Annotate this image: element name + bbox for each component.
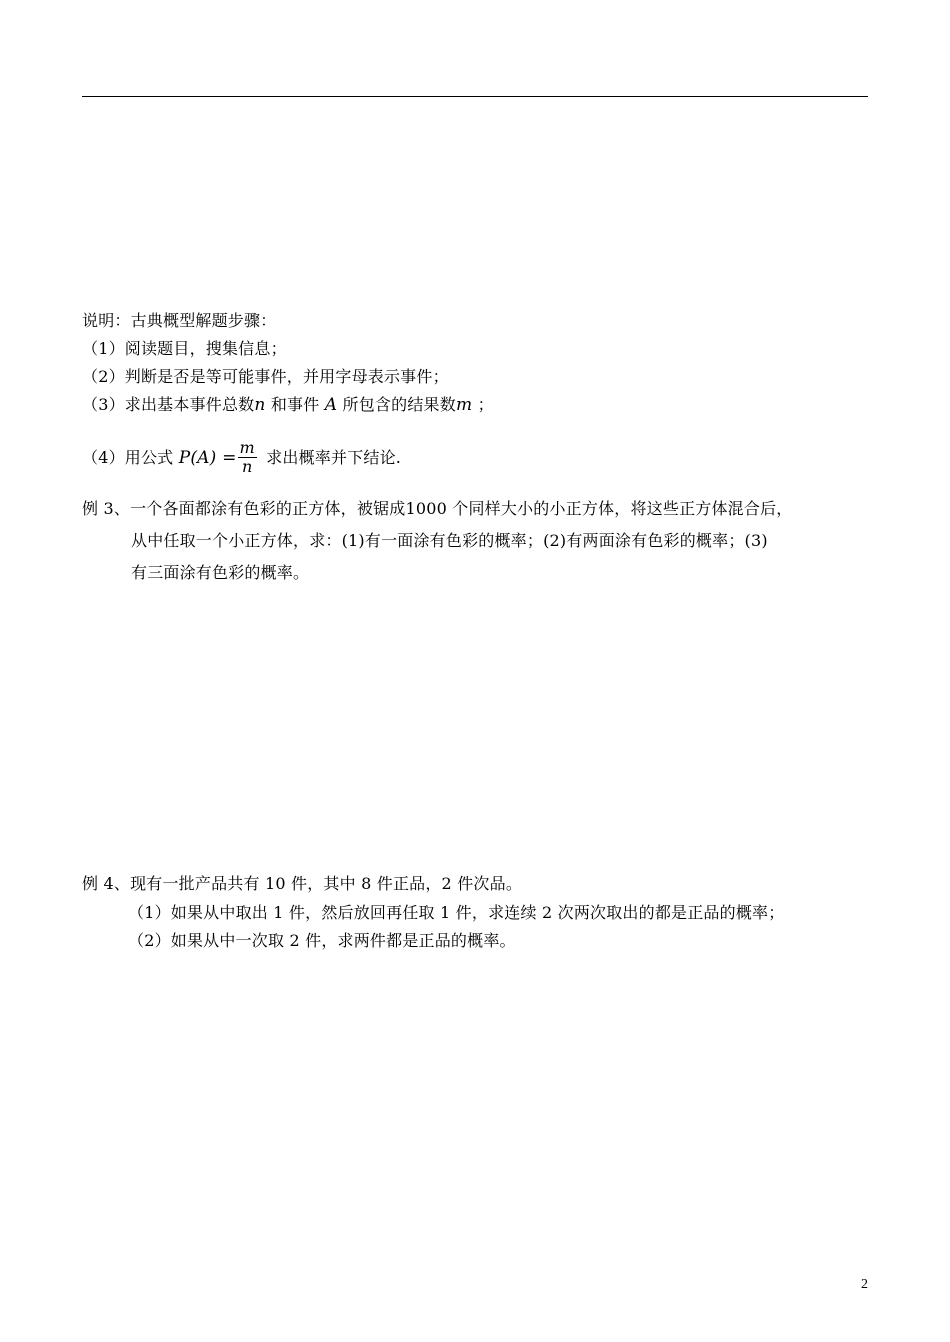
note-heading: 说明：古典概型解题步骤： xyxy=(82,311,277,330)
fraction-numerator: m xyxy=(239,438,255,457)
symbol-a: A xyxy=(324,395,338,415)
step4-text-b: 求出概率并下结论. xyxy=(266,448,402,467)
note-step-3 xyxy=(82,394,494,416)
step4-text-a: （4）用公式 xyxy=(82,448,174,467)
note-step-1: （1）阅读题目，搜集信息； xyxy=(82,339,287,358)
step3-text-d: ； xyxy=(477,395,494,414)
example4-line-2: （1）如果从中取出 1 件，然后放回再任取 1 件，求连续 2 次两次取出的都是正品的概率； xyxy=(128,903,785,922)
symbol-m: m xyxy=(455,395,473,415)
example3-line-3: 有三面涂有色彩的概率。 xyxy=(131,563,310,582)
example4-line-3: （2）如果从中一次取 2 件，求两件都是正品的概率。 xyxy=(128,931,516,950)
page-number: 2 xyxy=(861,1277,868,1292)
formula-lhs: P(A) = xyxy=(178,448,237,468)
step3-text-b: 和事件 xyxy=(270,395,320,414)
example3-line-1: 例 3、一个各面都涂有色彩的正方体，被锯成1000 个同样大小的小正方体，将这些正方体混合后， xyxy=(82,499,793,518)
example3-line-2: 从中任取一个小正方体，求：(1)有一面涂有色彩的概率；(2)有两面涂有色彩的概率；(3) xyxy=(131,531,768,550)
note-step-4 xyxy=(82,440,401,477)
fraction-denominator: n xyxy=(241,457,253,476)
step3-text-c: 所包含的结果数 xyxy=(342,395,456,414)
symbol-n: n xyxy=(254,395,266,415)
header-rule xyxy=(82,96,868,97)
note-step-2: （2）判断是否是等可能事件，并用字母表示事件； xyxy=(82,367,449,386)
formula-fraction xyxy=(238,439,257,476)
example4-line-1: 例 4、现有一批产品共有 10 件，其中 8 件正品，2 件次品。 xyxy=(82,874,523,893)
step3-text-a: （3）求出基本事件总数 xyxy=(82,395,255,414)
